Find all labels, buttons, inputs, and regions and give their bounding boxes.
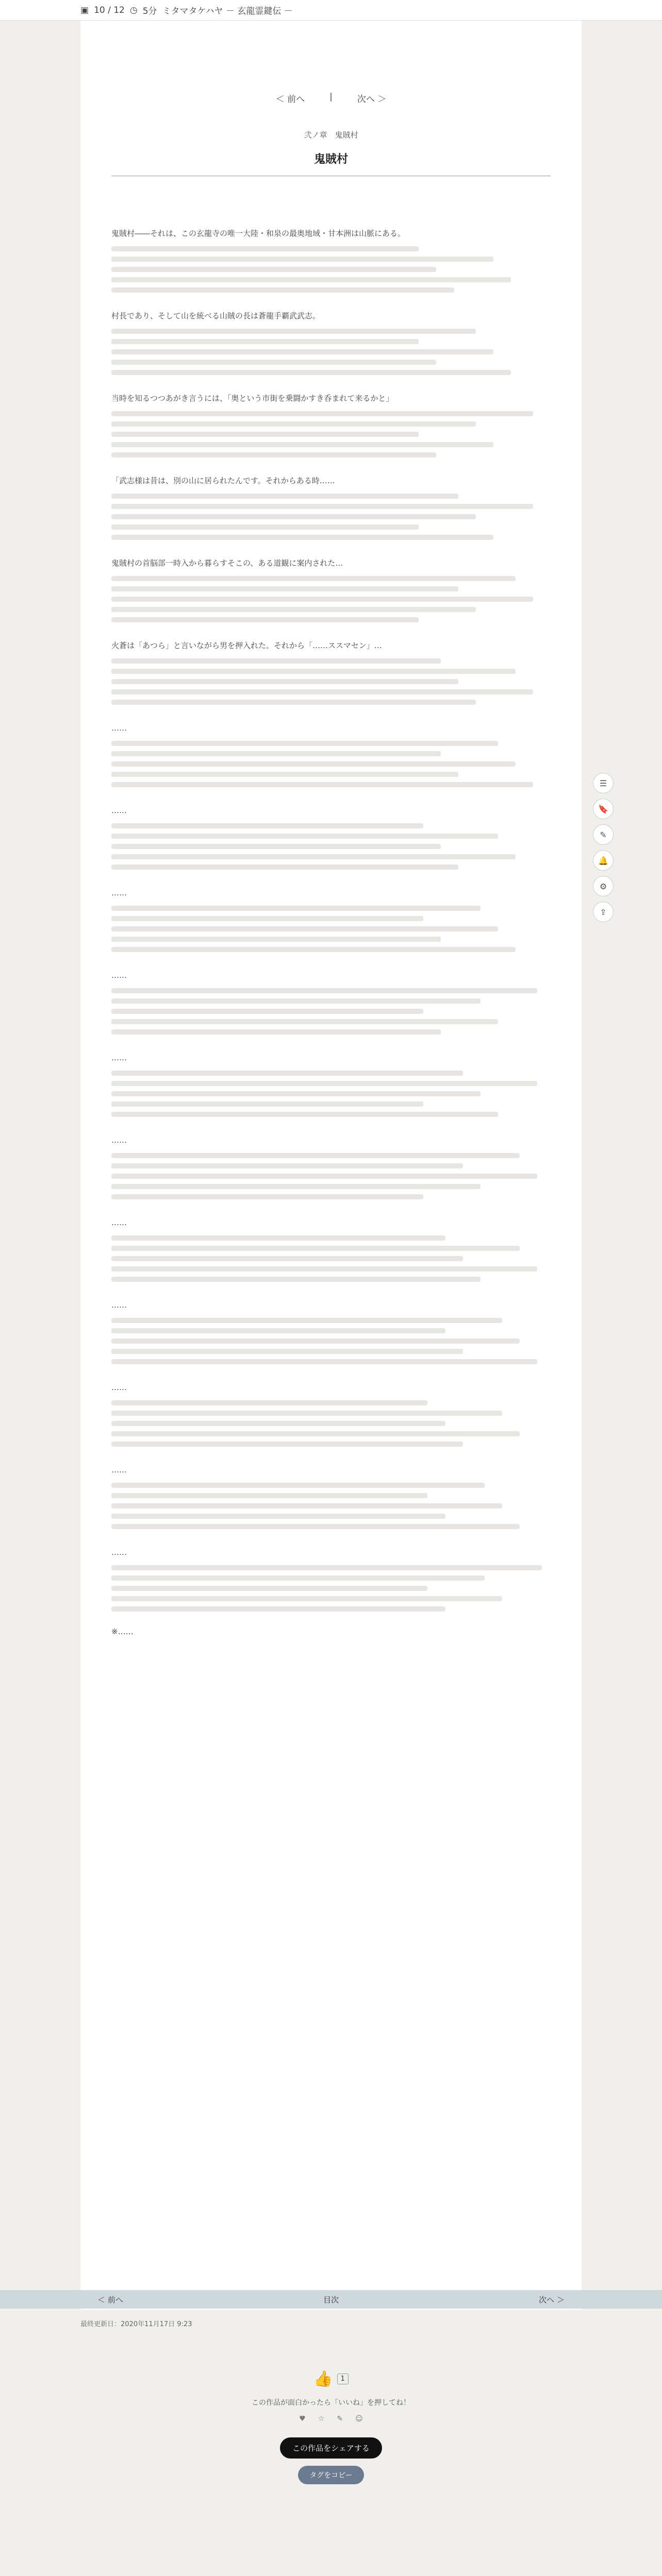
paragraph	[111, 308, 551, 375]
paragraph-text: 当時を知るつつあがき言うには、「奥という市街を乗闘かすき呑まれて来るかと」	[111, 394, 394, 403]
paragraph-text: ……	[111, 806, 127, 815]
text-line	[111, 751, 441, 756]
paragraph-lines	[111, 494, 551, 540]
text-line	[111, 349, 493, 354]
reaction-icon[interactable]: ☆	[318, 2415, 325, 2423]
text-line	[111, 524, 419, 530]
bottom-prev[interactable]: ＜ 前へ	[97, 2295, 123, 2304]
footnote: ※……	[111, 1627, 134, 1636]
text-line	[111, 1565, 542, 1570]
text-line	[111, 1493, 427, 1498]
paragraph-text: ……	[111, 723, 127, 733]
text-line	[111, 1575, 485, 1581]
text-line	[111, 906, 481, 911]
text-line	[111, 1606, 445, 1612]
text-line	[111, 1266, 537, 1272]
reader-page	[80, 21, 582, 2310]
text-line	[111, 1359, 537, 1364]
text-line	[111, 411, 533, 416]
text-line	[111, 1184, 481, 1189]
text-line	[111, 1091, 481, 1096]
paragraph-lines	[111, 1400, 551, 1447]
top-bar	[0, 0, 662, 21]
bottom-next[interactable]: 次へ ＞	[539, 2295, 565, 2304]
tag-copy-button[interactable]: タグをコピー	[298, 2466, 363, 2484]
bottom-nav	[0, 2290, 662, 2309]
text-line	[111, 246, 419, 251]
text-line	[111, 1112, 498, 1117]
share-icon[interactable]: ⇪	[593, 902, 614, 922]
paragraph-lines	[111, 906, 551, 952]
paragraph	[111, 1545, 551, 1612]
paragraph-text: ……	[111, 1053, 127, 1062]
thumbs-up-icon: 👍	[313, 2370, 333, 2388]
text-line	[111, 700, 476, 705]
text-line	[111, 597, 533, 602]
bookmark-icon[interactable]: 🔖	[593, 799, 614, 819]
text-line	[111, 504, 533, 509]
text-line	[111, 1524, 520, 1529]
paragraph-lines	[111, 1483, 551, 1529]
reading-time: 5分	[142, 6, 157, 16]
paragraph-lines	[111, 1235, 551, 1282]
text-line	[111, 257, 493, 262]
text-line	[111, 854, 516, 859]
text-line	[111, 1256, 463, 1261]
paragraph-text: ……	[111, 1548, 127, 1557]
text-line	[111, 1318, 502, 1323]
chapter-label: 弐ノ章 鬼賊村	[304, 130, 358, 140]
text-line	[111, 586, 458, 591]
share-button[interactable]: この作品をシェアする	[280, 2437, 382, 2459]
top-pager	[80, 92, 582, 105]
paragraph-text: ……	[111, 1136, 127, 1145]
paragraph	[111, 968, 551, 1035]
paragraph-text: 「武志様は昔は、別の山に居られたんです。それからある時……	[111, 476, 335, 485]
text-line	[111, 494, 458, 499]
text-line	[111, 1153, 520, 1158]
text-line	[111, 1400, 427, 1405]
text-line	[111, 370, 511, 375]
clock-icon: ◷	[129, 5, 138, 15]
pager-sep: |	[329, 92, 333, 102]
text-line	[111, 1442, 463, 1447]
work-title[interactable]: ミタマタケハヤ － 玄龍霊鍵伝 －	[162, 6, 293, 16]
text-line	[111, 834, 498, 839]
paragraph-text: 鬼賊村――それは、この玄龍寺の唯一大陸・和泉の最奥地域・甘本洲は山脈にある。	[111, 229, 406, 238]
paragraph-lines	[111, 1565, 551, 1612]
text-line	[111, 421, 476, 427]
text-line	[111, 689, 533, 694]
text-line	[111, 1081, 537, 1086]
prev-link[interactable]: ＜ 前へ	[275, 94, 305, 105]
paragraph-text: ……	[111, 1218, 127, 1227]
text-line	[111, 823, 423, 828]
text-line	[111, 1328, 445, 1333]
text-line	[111, 1071, 463, 1076]
paragraph-lines	[111, 988, 551, 1035]
paragraph-text: ……	[111, 971, 127, 980]
paragraph	[111, 391, 551, 457]
book-icon: ▣	[80, 5, 89, 15]
episode-title: 鬼賊村	[313, 153, 348, 166]
like-section	[80, 2370, 582, 2484]
text-line	[111, 329, 476, 334]
paragraph	[111, 1297, 551, 1364]
paragraph-text: 鬼賊村の首脳部一時入から暮らすそこの、ある道観に案内された…	[111, 558, 343, 568]
text-line	[111, 432, 419, 437]
paragraph	[111, 473, 551, 540]
paragraph	[111, 1215, 551, 1282]
paragraph-lines	[111, 1071, 551, 1117]
text-line	[111, 669, 516, 674]
text-line	[111, 988, 537, 993]
pen-icon[interactable]: ✎	[593, 824, 614, 845]
paragraph-text: 村長であり、そして山を統べる山賊の長は蒼龍手覇武武志。	[111, 311, 321, 320]
next-link[interactable]: 次へ ＞	[357, 94, 387, 105]
text-line	[111, 947, 516, 952]
text-line	[111, 452, 436, 457]
reaction-icons	[80, 2415, 582, 2423]
text-line	[111, 772, 458, 777]
text-line	[111, 339, 419, 344]
paragraph-lines	[111, 1318, 551, 1364]
paragraph-text: 火蒼は「あつら」と言いながら男を押入れた。それから「……ススマセン」…	[111, 641, 382, 650]
text-line	[111, 442, 493, 447]
text-line	[111, 607, 476, 612]
paragraph	[111, 226, 551, 293]
text-line	[111, 576, 516, 581]
text-line	[111, 1586, 427, 1591]
paragraph-text: ……	[111, 1383, 127, 1392]
text-line	[111, 1246, 520, 1251]
text-line	[111, 1349, 463, 1354]
text-line	[111, 926, 498, 931]
text-line	[111, 287, 454, 293]
text-line	[111, 1503, 502, 1509]
paragraph-lines	[111, 329, 551, 375]
text-line	[111, 679, 458, 684]
reaction-icon[interactable]: ✎	[337, 2415, 343, 2423]
text-line	[111, 514, 476, 519]
list-icon[interactable]: ☰	[593, 773, 614, 793]
text-line	[111, 1009, 423, 1014]
text-line	[111, 1235, 445, 1241]
text-line	[111, 360, 436, 365]
text-line	[111, 1277, 481, 1282]
text-line	[111, 844, 441, 849]
settings-icon[interactable]: ⚙	[593, 876, 614, 896]
text-line	[111, 1174, 537, 1179]
paragraph	[111, 720, 551, 787]
progress-label: 10 / 12	[94, 5, 125, 15]
text-line	[111, 782, 533, 787]
text-line	[111, 267, 436, 272]
text-line	[111, 1483, 485, 1488]
paragraph-lines	[111, 658, 551, 705]
text-line	[111, 865, 458, 870]
text-line	[111, 1019, 498, 1024]
text-line	[111, 658, 441, 664]
paragraph-lines	[111, 741, 551, 787]
text-line	[111, 1101, 423, 1107]
text-line	[111, 1163, 463, 1168]
text-line	[111, 617, 419, 622]
paragraph	[111, 1050, 551, 1117]
paragraph-lines	[111, 411, 551, 457]
updated-date: 最終更新日：2020年11月17日 9:23	[80, 2320, 192, 2328]
text-line	[111, 761, 516, 767]
paragraph-text: ……	[111, 1300, 127, 1310]
paragraph	[111, 1462, 551, 1529]
text-line	[111, 1029, 441, 1035]
paragraph-lines	[111, 823, 551, 870]
like-message: この作品が面白かったら「いいね」を押してね！	[252, 2399, 410, 2407]
paragraph-lines	[111, 246, 551, 293]
text-line	[111, 1338, 520, 1344]
text-line	[111, 1596, 502, 1601]
text-line	[111, 916, 423, 921]
text-line	[111, 1421, 445, 1426]
bell-icon[interactable]: 🔔	[593, 850, 614, 871]
text-line	[111, 535, 493, 540]
like-count: 1	[337, 2374, 349, 2384]
text-line	[111, 998, 481, 1004]
episode-body	[111, 176, 551, 1636]
like-button[interactable]	[313, 2370, 349, 2388]
paragraph	[111, 885, 551, 952]
text-line	[111, 741, 498, 746]
paragraph	[111, 1380, 551, 1447]
paragraph-text: ……	[111, 1465, 127, 1475]
text-line	[111, 1194, 423, 1199]
paragraph	[111, 555, 551, 622]
bottom-index[interactable]: 目次	[323, 2295, 339, 2304]
paragraph-lines	[111, 576, 551, 622]
paragraph	[111, 1132, 551, 1199]
text-line	[111, 277, 511, 282]
text-line	[111, 1514, 445, 1519]
paragraph-lines	[111, 1153, 551, 1199]
paragraph	[111, 638, 551, 705]
text-line	[111, 1411, 502, 1416]
text-line	[111, 937, 441, 942]
text-line	[111, 1431, 520, 1436]
paragraph-text: ……	[111, 888, 127, 897]
reaction-icon[interactable]: ☺	[355, 2415, 363, 2423]
paragraph	[111, 803, 551, 870]
reaction-icon[interactable]: ♥	[299, 2415, 306, 2423]
